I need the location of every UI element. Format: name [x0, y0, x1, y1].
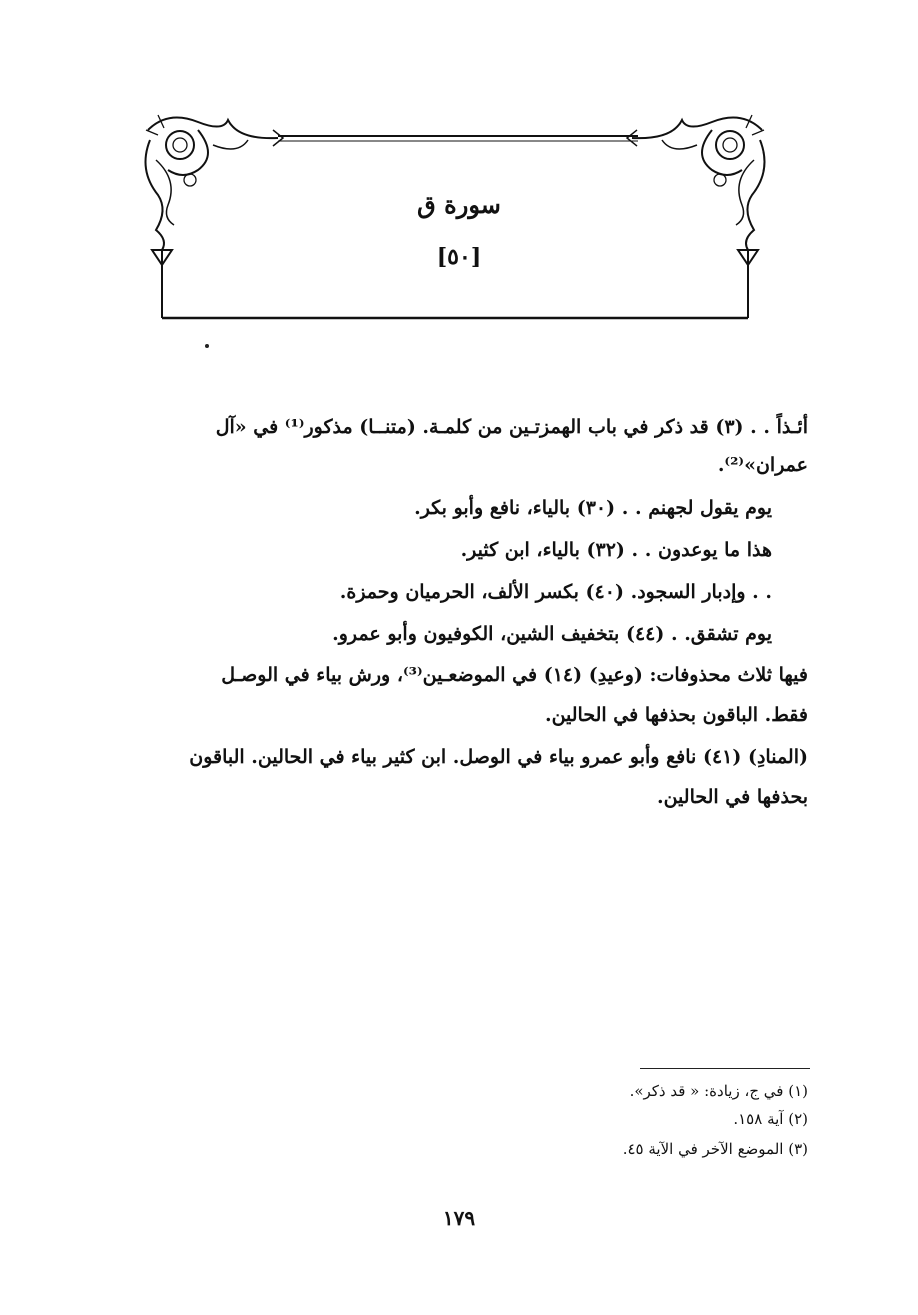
- stray-dot: [205, 344, 209, 348]
- footnote-separator: [640, 1068, 810, 1069]
- footnote: (٢) آية ١٥٨.: [733, 1110, 808, 1128]
- text-line: (المنادِ) (٤١) نافع وأبو عمرو بياء في الوصل. ابن كثير بياء في الحالين. الباقون: [189, 746, 808, 768]
- footnote: (٣) الموضع الآخر في الآية ٤٥.: [622, 1140, 808, 1158]
- surah-title: سورة ق: [417, 190, 501, 219]
- text-line: فيها ثلاث محذوفات: (وعيدِ) (١٤) في الموضعـين⁽³⁾، ورش بياء في الوصـل: [221, 664, 808, 686]
- text-line: بحذفها في الحالين.: [656, 786, 808, 808]
- page-number: ١٧٩: [442, 1206, 476, 1230]
- surah-number: [٥٠]: [436, 244, 482, 270]
- text-line: هذا ما يوعدون . . (٣٢) بالياء، ابن كثير.: [460, 539, 772, 561]
- text-line: أئـذاً . . (٣) قد ذكر في باب الهمزتـين من كلمـة. (متنــا) مذكور⁽¹⁾ في «آل: [215, 416, 808, 438]
- text-line: فقط. الباقون بحذفها في الحالين.: [544, 704, 808, 726]
- text-line: يوم تشقق. . (٤٤) بتخفيف الشين، الكوفيون وأبو عمرو.: [332, 623, 772, 645]
- footnote: (١) في ج، زيادة: « قد ذكر».: [629, 1082, 808, 1100]
- text-line: يوم يقول لجهنم . . (٣٠) بالياء، نافع وأبو بكر.: [414, 497, 772, 519]
- text-line: . . وإدبار السجود. (٤٠) بكسر الألف، الحرميان وحمزة.: [339, 581, 772, 603]
- text-line: عمران»⁽²⁾.: [717, 454, 808, 476]
